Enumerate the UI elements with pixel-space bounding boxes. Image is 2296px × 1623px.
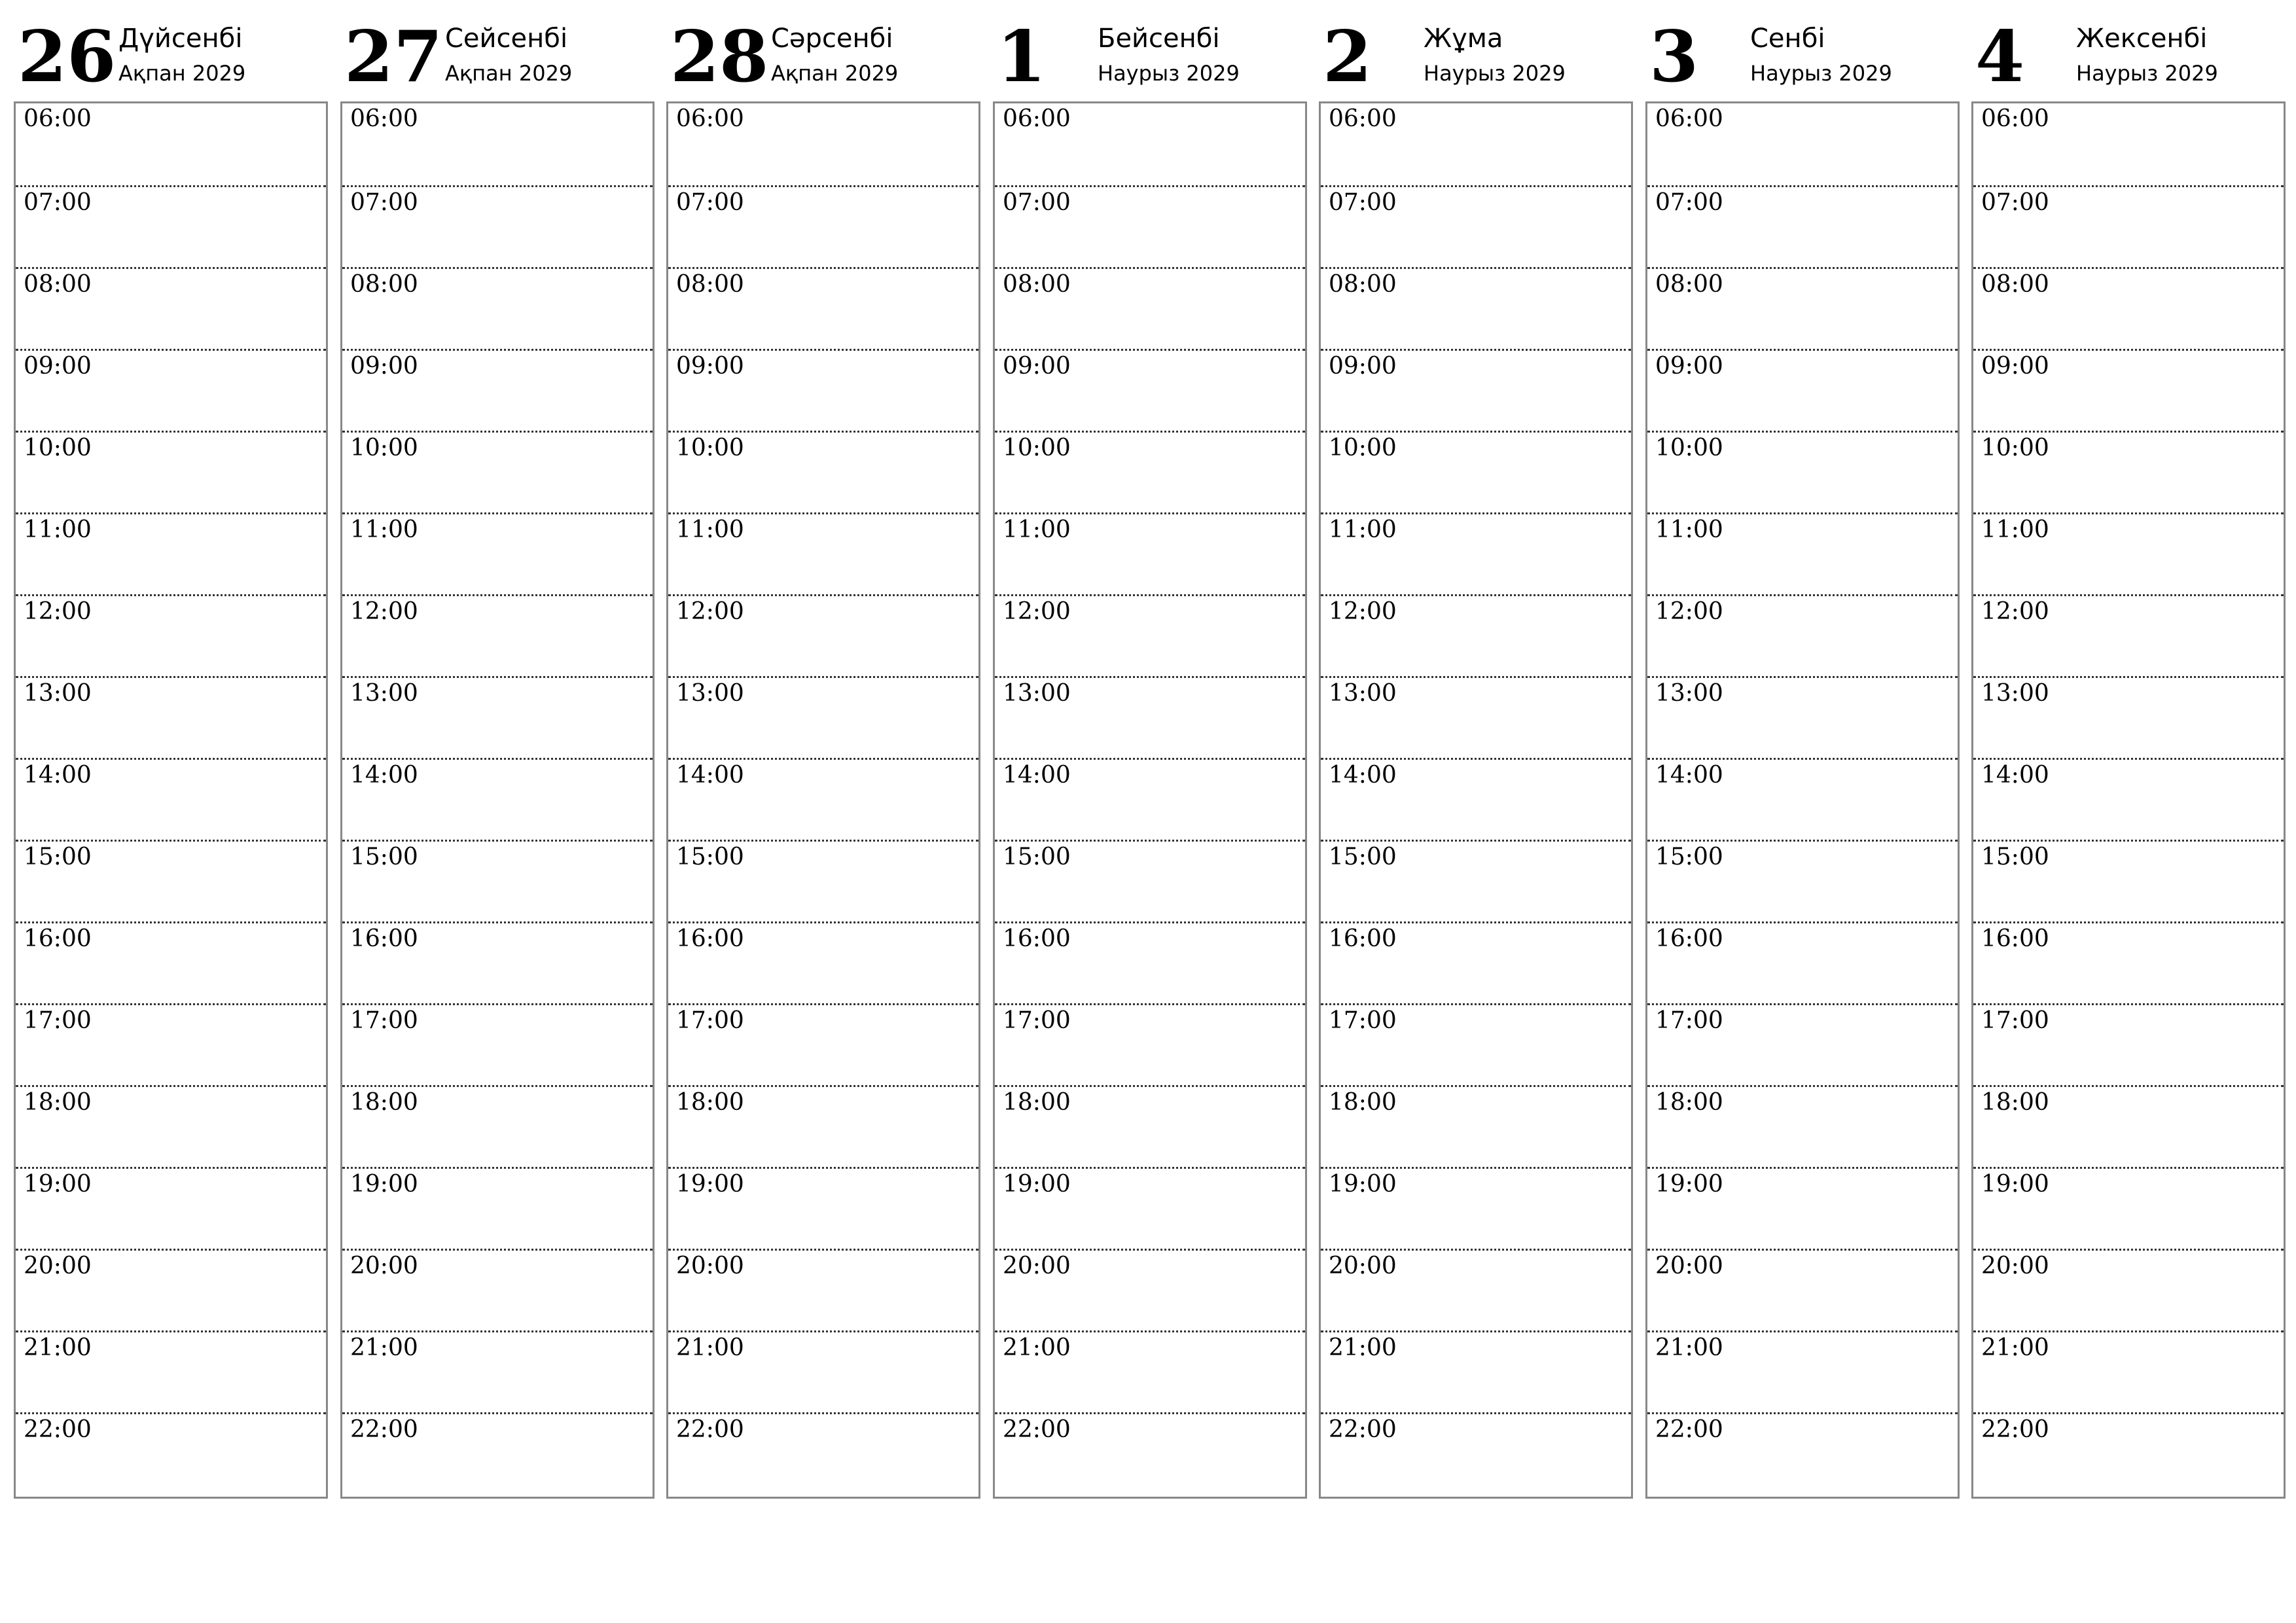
hour-slot[interactable]: [342, 1249, 653, 1330]
hour-label: 17:00: [1981, 1007, 2049, 1034]
hour-slot[interactable]: [995, 840, 1305, 921]
hour-slot[interactable]: [16, 1003, 326, 1085]
hour-slot[interactable]: [342, 1412, 653, 1494]
day-column: [666, 0, 980, 1505]
hour-slot[interactable]: [995, 1003, 1305, 1085]
hour-label: 21:00: [1981, 1334, 2049, 1361]
hour-slot[interactable]: [1647, 676, 1958, 758]
hour-label: 13:00: [350, 680, 418, 707]
weekday-name: Сәрсенбі: [771, 24, 893, 54]
hour-label: 10:00: [24, 435, 92, 461]
hour-slot[interactable]: [16, 1330, 326, 1412]
hour-slot[interactable]: [16, 594, 326, 676]
hour-label: 21:00: [1329, 1334, 1397, 1361]
hour-label: 11:00: [1655, 516, 1723, 543]
day-header: [1645, 0, 1960, 98]
hour-label: 19:00: [24, 1171, 92, 1198]
day-header: [14, 0, 328, 98]
hour-slot[interactable]: [16, 840, 326, 921]
hour-label: 14:00: [1329, 762, 1397, 789]
hour-slot[interactable]: [1973, 1249, 2284, 1330]
hour-slot[interactable]: [668, 349, 978, 431]
hour-slot[interactable]: [1321, 1330, 1631, 1412]
hour-slot[interactable]: [668, 512, 978, 594]
hour-label: 16:00: [676, 925, 744, 952]
hour-slot[interactable]: [668, 758, 978, 840]
weekday-name: Жексенбі: [2076, 24, 2208, 54]
hour-label: 18:00: [1655, 1089, 1723, 1116]
hour-slot[interactable]: [1973, 921, 2284, 1003]
month-year: Ақпан 2029: [771, 61, 899, 86]
hour-label: 06:00: [1981, 105, 2049, 132]
day-number: 1: [997, 16, 1047, 98]
hour-slot[interactable]: [1321, 431, 1631, 512]
month-year: Наурыз 2029: [2076, 61, 2218, 86]
day-number: 27: [344, 16, 443, 98]
hour-slot[interactable]: [1973, 840, 2284, 921]
day-number: 3: [1649, 16, 1699, 98]
hour-slot[interactable]: [16, 758, 326, 840]
hour-label: 08:00: [1003, 271, 1071, 298]
hour-slot[interactable]: [342, 1003, 653, 1085]
hour-label: 19:00: [676, 1171, 744, 1198]
hour-label: 15:00: [1329, 844, 1397, 870]
hour-slot[interactable]: [995, 349, 1305, 431]
day-number: 26: [18, 16, 117, 98]
hour-slot[interactable]: [16, 103, 326, 185]
day-schedule-box: [14, 101, 328, 1499]
hour-slot[interactable]: [1647, 349, 1958, 431]
day-column: [1319, 0, 1633, 1505]
hour-slot[interactable]: [342, 1167, 653, 1249]
hour-label: 17:00: [350, 1007, 418, 1034]
hour-slot[interactable]: [1321, 349, 1631, 431]
hour-slot[interactable]: [668, 431, 978, 512]
hour-slot[interactable]: [1973, 676, 2284, 758]
day-header: [993, 0, 1307, 98]
hour-slot[interactable]: [1647, 1003, 1958, 1085]
hour-slot[interactable]: [995, 1085, 1305, 1167]
hour-slot[interactable]: [668, 103, 978, 185]
day-header: [1319, 0, 1633, 98]
hour-label: 16:00: [350, 925, 418, 952]
hour-slot[interactable]: [16, 349, 326, 431]
hour-slot[interactable]: [342, 758, 653, 840]
hour-label: 20:00: [24, 1253, 92, 1279]
hour-slot[interactable]: [995, 594, 1305, 676]
hour-slot[interactable]: [1321, 1085, 1631, 1167]
hour-slot[interactable]: [342, 840, 653, 921]
day-schedule-box: [1319, 101, 1633, 1499]
hour-label: 12:00: [1655, 598, 1723, 625]
day-schedule-box: [1645, 101, 1960, 1499]
hour-slot[interactable]: [668, 594, 978, 676]
hour-slot[interactable]: [16, 185, 326, 267]
hour-slot[interactable]: [668, 676, 978, 758]
hour-slot[interactable]: [1321, 676, 1631, 758]
month-year: Ақпан 2029: [445, 61, 573, 86]
hour-slot[interactable]: [342, 349, 653, 431]
hour-label: 11:00: [1981, 516, 2049, 543]
hour-label: 12:00: [24, 598, 92, 625]
hour-slot[interactable]: [1973, 431, 2284, 512]
hour-label: 11:00: [24, 516, 92, 543]
hour-slot[interactable]: [1973, 1412, 2284, 1494]
hour-slot[interactable]: [1973, 349, 2284, 431]
hour-label: 22:00: [1981, 1416, 2049, 1443]
hour-slot[interactable]: [16, 1249, 326, 1330]
hour-slot[interactable]: [342, 185, 653, 267]
hour-label: 16:00: [1329, 925, 1397, 952]
hour-label: 19:00: [1981, 1171, 2049, 1198]
hour-slot[interactable]: [668, 1412, 978, 1494]
hour-label: 11:00: [350, 516, 418, 543]
hour-label: 06:00: [24, 105, 92, 132]
hour-label: 16:00: [24, 925, 92, 952]
hour-slot[interactable]: [995, 1167, 1305, 1249]
hour-label: 20:00: [1981, 1253, 2049, 1279]
hour-slot[interactable]: [16, 1167, 326, 1249]
hour-slot[interactable]: [1321, 1003, 1631, 1085]
day-column: [340, 0, 655, 1505]
hour-label: 15:00: [1003, 844, 1071, 870]
hour-label: 08:00: [1329, 271, 1397, 298]
hour-label: 10:00: [350, 435, 418, 461]
day-header: [666, 0, 980, 98]
day-header: [340, 0, 655, 98]
hour-slot[interactable]: [995, 512, 1305, 594]
hour-label: 12:00: [1329, 598, 1397, 625]
hour-label: 21:00: [1003, 1334, 1071, 1361]
hour-slot[interactable]: [668, 267, 978, 349]
hour-label: 07:00: [1003, 189, 1071, 216]
hour-label: 20:00: [1003, 1253, 1071, 1279]
hour-slot[interactable]: [1647, 1167, 1958, 1249]
hour-label: 11:00: [676, 516, 744, 543]
hour-label: 22:00: [676, 1416, 744, 1443]
hour-slot[interactable]: [16, 431, 326, 512]
hour-slot[interactable]: [1321, 758, 1631, 840]
hour-label: 15:00: [1655, 844, 1723, 870]
hour-label: 14:00: [676, 762, 744, 789]
hour-slot[interactable]: [16, 1085, 326, 1167]
hour-slot[interactable]: [995, 431, 1305, 512]
month-year: Ақпан 2029: [118, 61, 246, 86]
hour-label: 21:00: [350, 1334, 418, 1361]
hour-label: 20:00: [350, 1253, 418, 1279]
weekday-name: Сейсенбі: [445, 24, 568, 54]
hour-label: 12:00: [1003, 598, 1071, 625]
hour-slot[interactable]: [1321, 185, 1631, 267]
hour-label: 16:00: [1981, 925, 2049, 952]
hour-label: 14:00: [1003, 762, 1071, 789]
weekday-name: Дүйсенбі: [118, 24, 243, 54]
hour-label: 13:00: [1981, 680, 2049, 707]
hour-label: 19:00: [350, 1171, 418, 1198]
hour-label: 12:00: [1981, 598, 2049, 625]
hour-label: 17:00: [1329, 1007, 1397, 1034]
hour-slot[interactable]: [668, 840, 978, 921]
hour-slot[interactable]: [1647, 1249, 1958, 1330]
hour-label: 18:00: [1329, 1089, 1397, 1116]
hour-label: 07:00: [24, 189, 92, 216]
weekday-name: Сенбі: [1750, 24, 1825, 54]
hour-slot[interactable]: [668, 1167, 978, 1249]
hour-label: 14:00: [1655, 762, 1723, 789]
hour-slot[interactable]: [1647, 431, 1958, 512]
hour-label: 21:00: [676, 1334, 744, 1361]
hour-label: 08:00: [1981, 271, 2049, 298]
hour-slot[interactable]: [342, 512, 653, 594]
hour-label: 18:00: [350, 1089, 418, 1116]
hour-slot[interactable]: [342, 594, 653, 676]
hour-slot[interactable]: [668, 1003, 978, 1085]
hour-slot[interactable]: [1321, 267, 1631, 349]
hour-label: 10:00: [1655, 435, 1723, 461]
hour-slot[interactable]: [342, 1085, 653, 1167]
day-schedule-box: [993, 101, 1307, 1499]
hour-label: 21:00: [1655, 1334, 1723, 1361]
hour-slot[interactable]: [1647, 921, 1958, 1003]
hour-label: 09:00: [1655, 353, 1723, 380]
hour-label: 17:00: [1003, 1007, 1071, 1034]
hour-slot[interactable]: [1973, 1330, 2284, 1412]
hour-label: 12:00: [350, 598, 418, 625]
hour-slot[interactable]: [1321, 512, 1631, 594]
hour-label: 22:00: [1329, 1416, 1397, 1443]
hour-label: 18:00: [1981, 1089, 2049, 1116]
hour-slot[interactable]: [16, 921, 326, 1003]
hour-label: 06:00: [1655, 105, 1723, 132]
hour-slot[interactable]: [1973, 185, 2284, 267]
day-column: [14, 0, 328, 1505]
hour-label: 20:00: [676, 1253, 744, 1279]
hour-slot[interactable]: [1647, 840, 1958, 921]
hour-slot[interactable]: [995, 1249, 1305, 1330]
hour-slot[interactable]: [342, 676, 653, 758]
hour-label: 09:00: [1329, 353, 1397, 380]
day-header: [1971, 0, 2286, 98]
hour-label: 13:00: [676, 680, 744, 707]
day-column: [993, 0, 1307, 1505]
day-column: [1971, 0, 2286, 1505]
day-column: [1645, 0, 1960, 1505]
hour-slot[interactable]: [668, 185, 978, 267]
hour-label: 08:00: [350, 271, 418, 298]
hour-label: 19:00: [1003, 1171, 1071, 1198]
hour-slot[interactable]: [668, 921, 978, 1003]
hour-label: 08:00: [1655, 271, 1723, 298]
hour-slot[interactable]: [16, 676, 326, 758]
day-number: 4: [1975, 16, 2025, 98]
hour-slot[interactable]: [668, 1330, 978, 1412]
hour-label: 19:00: [1329, 1171, 1397, 1198]
hour-label: 06:00: [676, 105, 744, 132]
hour-label: 18:00: [24, 1089, 92, 1116]
hour-slot[interactable]: [1647, 512, 1958, 594]
hour-slot[interactable]: [1647, 1412, 1958, 1494]
hour-slot[interactable]: [1321, 840, 1631, 921]
hour-slot[interactable]: [1647, 758, 1958, 840]
hour-slot[interactable]: [1973, 1003, 2284, 1085]
hour-slot[interactable]: [995, 1330, 1305, 1412]
hour-slot[interactable]: [1321, 1167, 1631, 1249]
hour-slot[interactable]: [16, 267, 326, 349]
hour-slot[interactable]: [1973, 267, 2284, 349]
day-schedule-box: [1971, 101, 2286, 1499]
hour-label: 10:00: [1329, 435, 1397, 461]
hour-label: 07:00: [676, 189, 744, 216]
hour-slot[interactable]: [1321, 921, 1631, 1003]
hour-slot[interactable]: [16, 512, 326, 594]
hour-label: 22:00: [24, 1416, 92, 1443]
hour-label: 08:00: [676, 271, 744, 298]
hour-label: 22:00: [350, 1416, 418, 1443]
hour-label: 08:00: [24, 271, 92, 298]
hour-label: 11:00: [1003, 516, 1071, 543]
hour-label: 21:00: [24, 1334, 92, 1361]
hour-label: 06:00: [1329, 105, 1397, 132]
hour-label: 11:00: [1329, 516, 1397, 543]
hour-slot[interactable]: [1647, 185, 1958, 267]
day-number: 28: [670, 16, 769, 98]
hour-slot[interactable]: [995, 267, 1305, 349]
hour-label: 06:00: [350, 105, 418, 132]
hour-slot[interactable]: [995, 676, 1305, 758]
hour-label: 09:00: [676, 353, 744, 380]
month-year: Наурыз 2029: [1098, 61, 1240, 86]
hour-slot[interactable]: [668, 1085, 978, 1167]
hour-slot[interactable]: [1321, 1249, 1631, 1330]
hour-slot[interactable]: [342, 1330, 653, 1412]
hour-slot[interactable]: [1647, 1330, 1958, 1412]
hour-slot[interactable]: [342, 921, 653, 1003]
weekday-name: Бейсенбі: [1098, 24, 1220, 54]
hour-label: 09:00: [24, 353, 92, 380]
hour-label: 14:00: [24, 762, 92, 789]
hour-label: 15:00: [1981, 844, 2049, 870]
hour-label: 15:00: [24, 844, 92, 870]
hour-label: 14:00: [350, 762, 418, 789]
hour-label: 09:00: [1003, 353, 1071, 380]
hour-label: 22:00: [1003, 1416, 1071, 1443]
hour-label: 10:00: [1003, 435, 1071, 461]
hour-label: 19:00: [1655, 1171, 1723, 1198]
hour-slot[interactable]: [1321, 1412, 1631, 1494]
hour-slot[interactable]: [995, 1412, 1305, 1494]
hour-label: 22:00: [1655, 1416, 1723, 1443]
hour-label: 17:00: [1655, 1007, 1723, 1034]
hour-label: 12:00: [676, 598, 744, 625]
hour-label: 07:00: [1329, 189, 1397, 216]
hour-label: 07:00: [1981, 189, 2049, 216]
hour-slot[interactable]: [342, 103, 653, 185]
month-year: Наурыз 2029: [1750, 61, 1892, 86]
hour-slot[interactable]: [1973, 103, 2284, 185]
hour-label: 13:00: [1655, 680, 1723, 707]
hour-slot[interactable]: [1647, 103, 1958, 185]
hour-slot[interactable]: [1647, 1085, 1958, 1167]
hour-slot[interactable]: [1973, 512, 2284, 594]
hour-slot[interactable]: [342, 267, 653, 349]
day-schedule-box: [340, 101, 655, 1499]
hour-label: 17:00: [676, 1007, 744, 1034]
hour-slot[interactable]: [995, 921, 1305, 1003]
day-schedule-box: [666, 101, 980, 1499]
hour-slot[interactable]: [1973, 758, 2284, 840]
hour-slot[interactable]: [342, 431, 653, 512]
hour-slot[interactable]: [1647, 594, 1958, 676]
hour-label: 06:00: [1003, 105, 1071, 132]
hour-label: 09:00: [350, 353, 418, 380]
hour-label: 13:00: [24, 680, 92, 707]
hour-slot[interactable]: [995, 103, 1305, 185]
hour-label: 16:00: [1655, 925, 1723, 952]
hour-slot[interactable]: [1973, 594, 2284, 676]
hour-label: 17:00: [24, 1007, 92, 1034]
hour-slot[interactable]: [995, 758, 1305, 840]
hour-label: 10:00: [1981, 435, 2049, 461]
hour-slot[interactable]: [1973, 1085, 2284, 1167]
hour-label: 13:00: [1329, 680, 1397, 707]
hour-label: 20:00: [1329, 1253, 1397, 1279]
hour-slot[interactable]: [16, 1412, 326, 1494]
hour-label: 07:00: [350, 189, 418, 216]
hour-label: 09:00: [1981, 353, 2049, 380]
month-year: Наурыз 2029: [1424, 61, 1566, 86]
hour-slot[interactable]: [1647, 267, 1958, 349]
hour-label: 15:00: [350, 844, 418, 870]
hour-label: 16:00: [1003, 925, 1071, 952]
hour-label: 20:00: [1655, 1253, 1723, 1279]
hour-label: 07:00: [1655, 189, 1723, 216]
hour-label: 10:00: [676, 435, 744, 461]
day-number: 2: [1323, 16, 1372, 98]
hour-label: 15:00: [676, 844, 744, 870]
hour-slot[interactable]: [668, 1249, 978, 1330]
hour-label: 18:00: [1003, 1089, 1071, 1116]
hour-slot[interactable]: [995, 185, 1305, 267]
hour-label: 14:00: [1981, 762, 2049, 789]
weekday-name: Жұма: [1424, 24, 1503, 54]
hour-slot[interactable]: [1321, 103, 1631, 185]
hour-slot[interactable]: [1973, 1167, 2284, 1249]
hour-slot[interactable]: [1321, 594, 1631, 676]
hour-label: 13:00: [1003, 680, 1071, 707]
hour-label: 18:00: [676, 1089, 744, 1116]
